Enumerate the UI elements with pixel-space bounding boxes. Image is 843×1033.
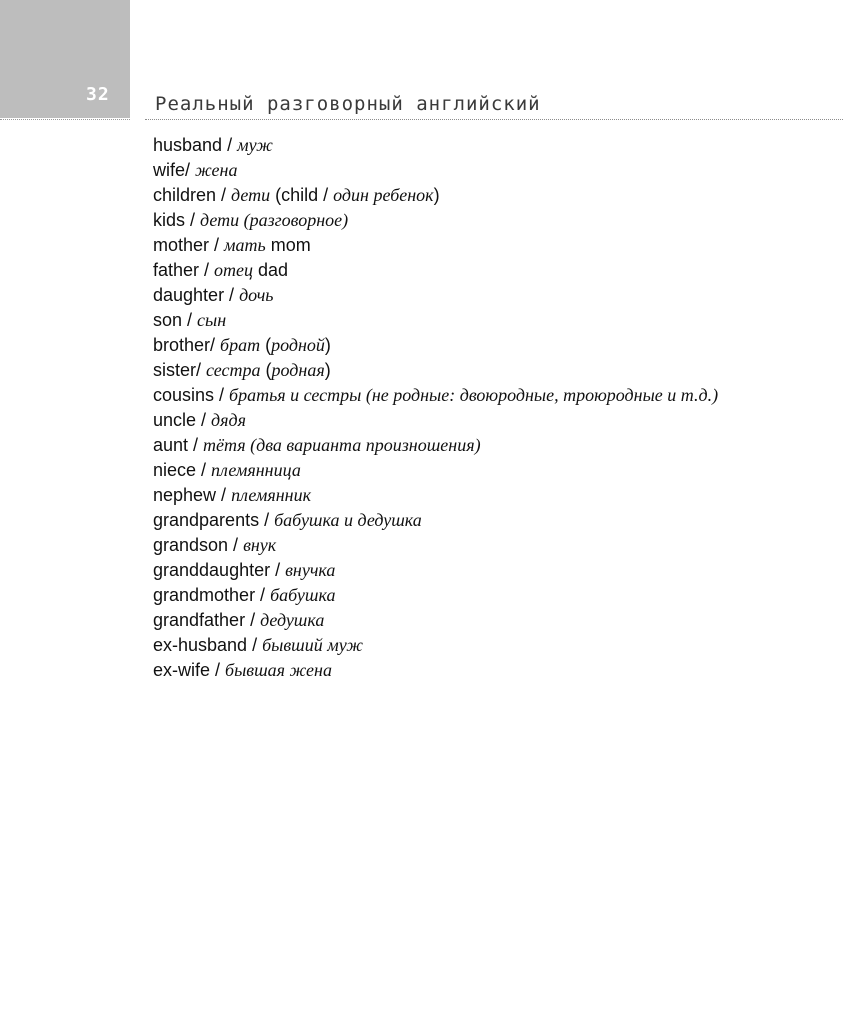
vocabulary-entry xyxy=(153,533,759,558)
russian-translation: дети (разговорное) xyxy=(200,210,349,230)
english-term: wife/ xyxy=(153,160,196,180)
russian-translation: отец xyxy=(214,260,254,280)
english-term: grandson / xyxy=(153,535,244,555)
english-term: nephew / xyxy=(153,485,232,505)
english-term: ) xyxy=(324,360,331,380)
english-term: sister/ xyxy=(153,360,207,380)
russian-translation: внук xyxy=(243,535,277,555)
english-term: mom xyxy=(265,235,311,255)
russian-translation: дети xyxy=(231,185,271,205)
english-term: grandparents / xyxy=(153,510,275,530)
english-term: ( xyxy=(260,335,272,355)
vocabulary-entry xyxy=(153,233,759,258)
russian-translation: сестра xyxy=(206,360,261,380)
english-term: brother/ xyxy=(153,335,221,355)
vocabulary-entry xyxy=(153,633,759,658)
vocabulary-entry xyxy=(153,258,759,283)
vocabulary-entry xyxy=(153,308,759,333)
english-term: children / xyxy=(153,185,232,205)
english-term: ex-wife / xyxy=(153,660,226,680)
vocabulary-entry xyxy=(153,433,759,458)
russian-translation: племянник xyxy=(231,485,312,505)
vocabulary-entry xyxy=(153,158,759,183)
russian-translation: внучка xyxy=(285,560,336,580)
tab-divider xyxy=(0,119,130,120)
english-term: husband / xyxy=(153,135,238,155)
vocabulary-entry xyxy=(153,608,759,633)
english-term: son / xyxy=(153,310,198,330)
english-term: ) xyxy=(324,335,331,355)
vocabulary-entry xyxy=(153,658,759,683)
vocabulary-entry xyxy=(153,458,759,483)
russian-translation: бабушка и дедушка xyxy=(274,510,422,530)
english-term: grandmother / xyxy=(153,585,271,605)
russian-translation: дядя xyxy=(211,410,246,430)
russian-translation: муж xyxy=(237,135,273,155)
russian-translation: родной xyxy=(271,335,325,355)
english-term: grandfather / xyxy=(153,610,261,630)
running-header-title: Реальный разговорный английский xyxy=(155,93,541,115)
russian-translation: бабушка xyxy=(270,585,336,605)
russian-translation: дедушка xyxy=(260,610,325,630)
english-term: uncle / xyxy=(153,410,212,430)
vocabulary-list xyxy=(153,133,759,683)
english-term: cousins / xyxy=(153,385,230,405)
russian-translation: брат xyxy=(220,335,261,355)
russian-translation: бывшая жена xyxy=(225,660,332,680)
russian-translation: братья и сестры (не родные: двоюродные, троюродные и т.д.) xyxy=(229,385,719,405)
vocabulary-entry xyxy=(153,283,759,308)
page-number-tab xyxy=(0,0,130,118)
english-term: niece / xyxy=(153,460,212,480)
russian-translation: родная xyxy=(271,360,325,380)
russian-translation: тётя (два варианта произношения) xyxy=(203,435,481,455)
english-term: aunt / xyxy=(153,435,204,455)
russian-translation: дочь xyxy=(239,285,274,305)
vocabulary-entry xyxy=(153,508,759,533)
russian-translation: бывший муж xyxy=(262,635,363,655)
vocabulary-entry xyxy=(153,583,759,608)
vocabulary-entry xyxy=(153,333,759,358)
english-term: daughter / xyxy=(153,285,240,305)
english-term: granddaughter / xyxy=(153,560,286,580)
russian-translation: сын xyxy=(197,310,227,330)
vocabulary-entry xyxy=(153,133,759,158)
english-term: ( xyxy=(260,360,272,380)
header-divider xyxy=(145,119,843,120)
english-term: (child / xyxy=(270,185,334,205)
vocabulary-entry xyxy=(153,183,759,208)
english-term: ex-husband / xyxy=(153,635,263,655)
russian-translation: один ребенок xyxy=(333,185,434,205)
english-term: ) xyxy=(433,185,440,205)
russian-translation: племянница xyxy=(211,460,301,480)
page-number: 32 xyxy=(86,84,110,105)
vocabulary-entry xyxy=(153,383,759,408)
english-term: father / xyxy=(153,260,215,280)
russian-translation: мать xyxy=(224,235,266,255)
vocabulary-entry xyxy=(153,208,759,233)
vocabulary-entry xyxy=(153,408,759,433)
russian-translation: жена xyxy=(195,160,238,180)
vocabulary-entry xyxy=(153,558,759,583)
english-term: dad xyxy=(253,260,289,280)
vocabulary-entry xyxy=(153,483,759,508)
english-term: mother / xyxy=(153,235,225,255)
english-term: kids / xyxy=(153,210,201,230)
vocabulary-entry xyxy=(153,358,759,383)
